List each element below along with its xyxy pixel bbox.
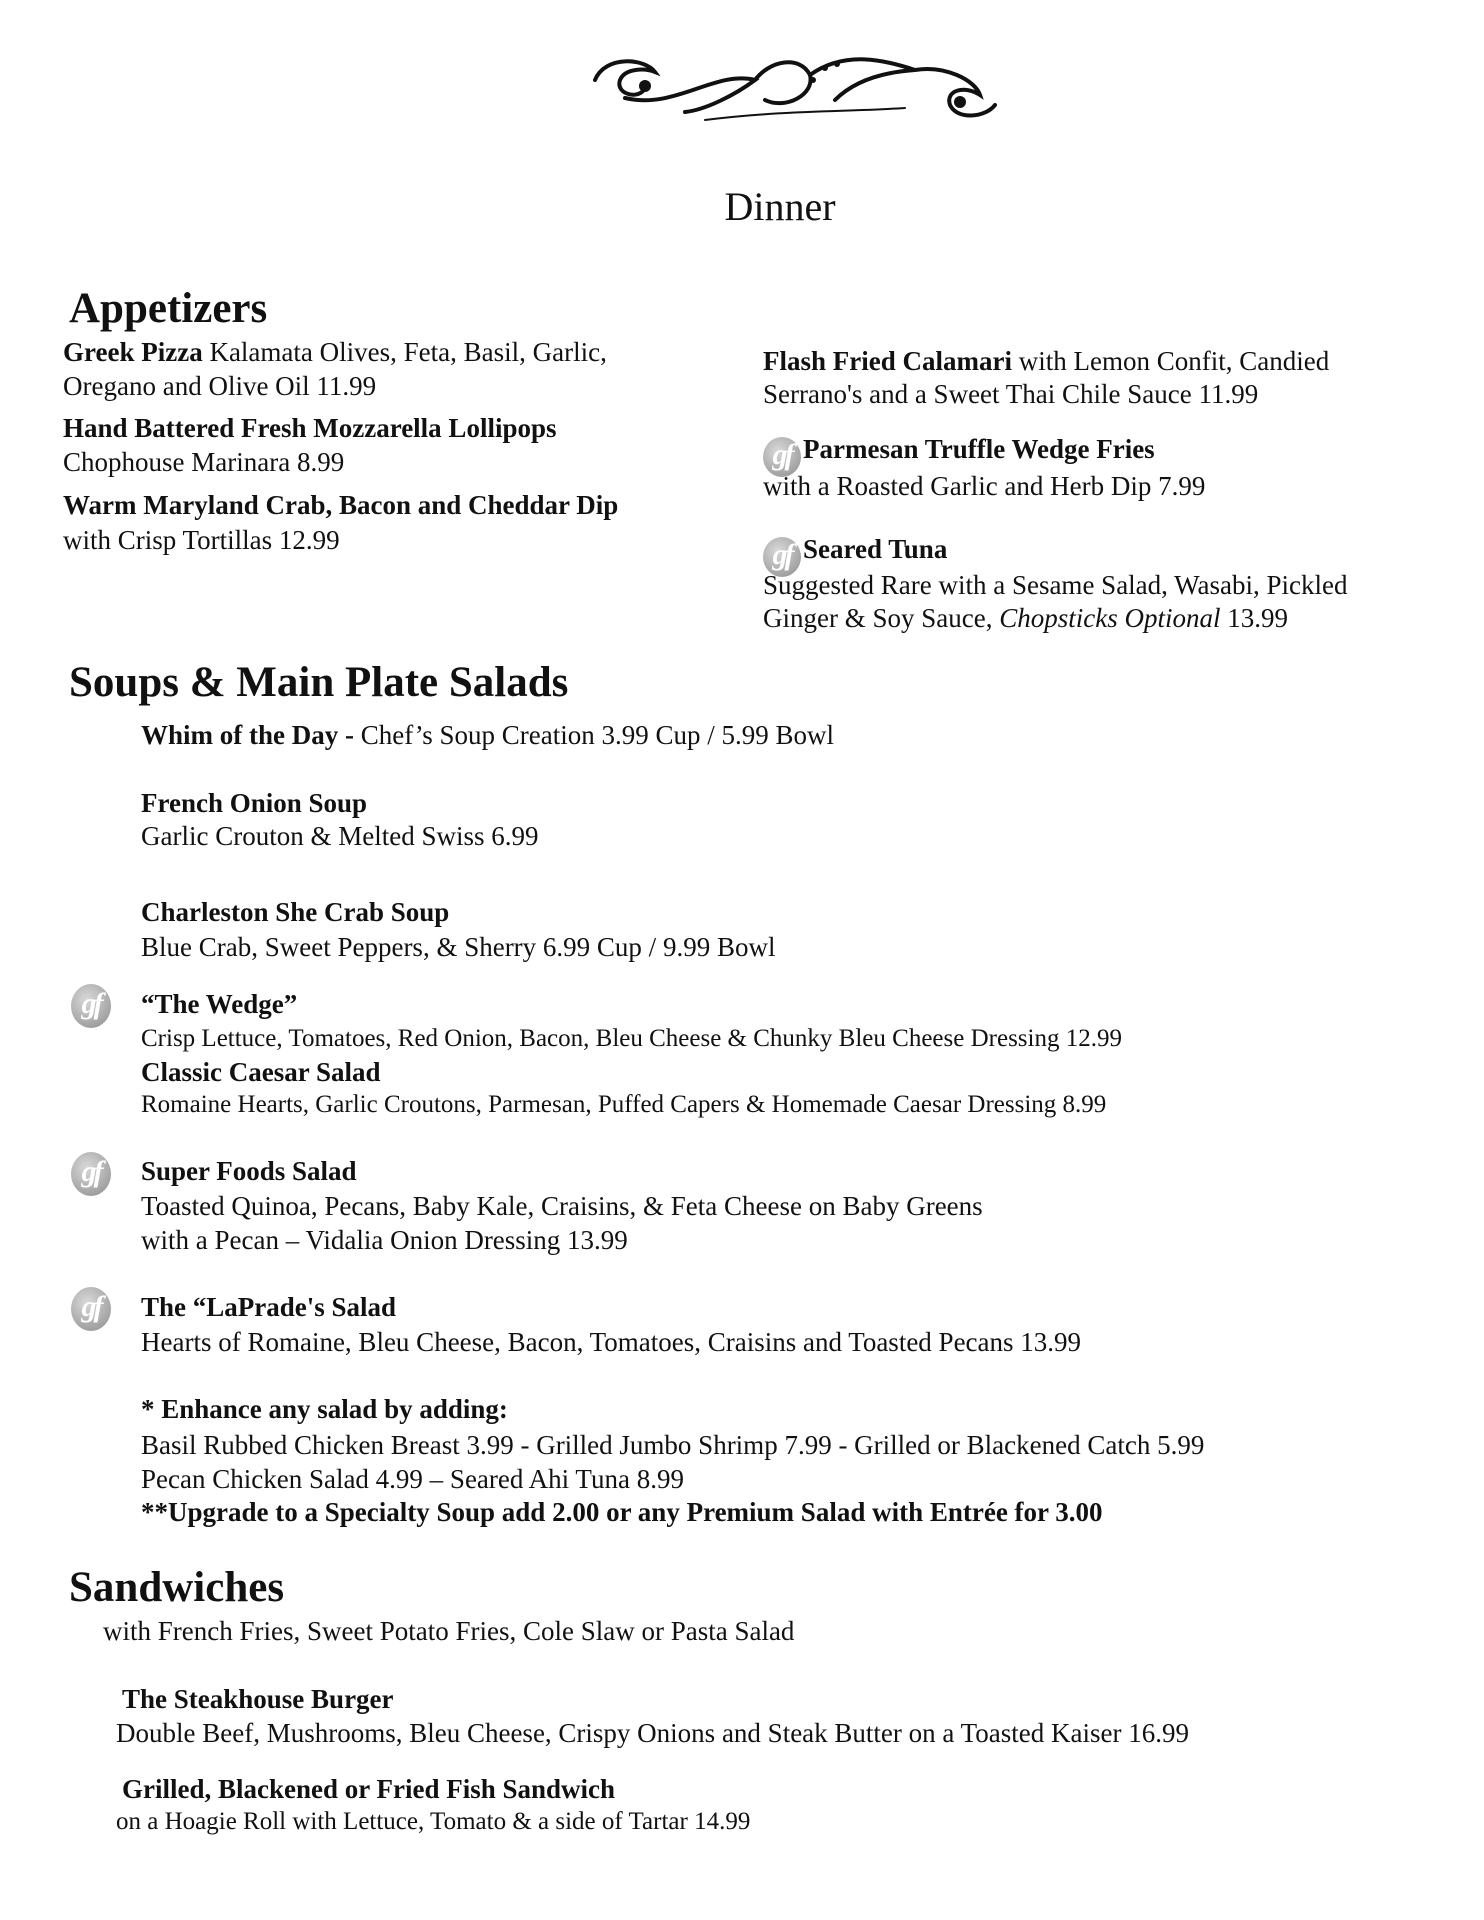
gluten-free-icon: gf [763,437,801,477]
item-name [63,411,557,445]
item-name [141,987,297,1021]
section-heading-appetizers: Appetizers [69,285,268,332]
item-name-burger: The Steakhouse Burger [122,1684,394,1714]
item-name-caesar: Classic Caesar Salad [141,1057,381,1087]
item-desc: with Crisp Tortillas 12.99 [63,525,340,555]
upgrade-note [141,1495,1103,1529]
item-desc-part: Ginger & Soy Sauce, [763,603,1000,633]
gluten-free-icon: gf [71,1287,111,1331]
item-desc: Suggested Rare with a Sesame Salad, Wasabi, Pickled [763,570,1348,600]
section-heading-soups: Soups & Main Plate Salads [69,659,569,706]
menu-item-greek-pizza [63,335,607,369]
item-desc: Serrano's and a Sweet Thai Chile Sauce 11.99 [763,379,1259,409]
gluten-free-icon: gf [71,984,111,1028]
item-desc-italic: Chopsticks Optional [999,603,1221,633]
item-name-fish-sandwich: Grilled, Blackened or Fried Fish Sandwich [122,1774,616,1804]
item-name [141,1290,396,1324]
item-desc: Kalamata Olives, Feta, Basil, Garlic, [202,337,607,367]
menu-item-calamari [763,344,1329,378]
item-desc: Hearts of Romaine, Bleu Cheese, Bacon, Tomatoes, Craisins and Toasted Pecans 13.99 [141,1327,1082,1357]
item-desc [763,601,1288,635]
upgrade-note-text: **Upgrade to a Specialty Soup add 2.00 or any Premium Salad with Entrée for 3.00 [141,1497,1103,1527]
item-name: Seared Tuna [803,534,948,564]
item-desc: with a Pecan – Vidalia Onion Dressing 13.99 [141,1225,628,1255]
item-name-wedge: “The Wedge” [141,989,298,1019]
item-name: Greek Pizza [63,337,203,367]
item-name-crab-dip: Warm Maryland Crab, Bacon and Cheddar Dip [63,490,619,520]
gluten-free-icon: gf [763,537,801,577]
item-name [141,786,367,820]
item-name: Whim of the Day - [141,720,361,750]
item-desc: on a Hoagie Roll with Lettuce, Tomato & a side of Tartar 14.99 [116,1808,751,1835]
item-desc: Romaine Hearts, Garlic Croutons, Parmesan, Puffed Capers & Homemade Caesar Dressing 8.99 [141,1091,1107,1118]
item-name [63,488,618,522]
section-subtitle: with French Fries, Sweet Potato Fries, Cole Slaw or Pasta Salad [103,1616,795,1646]
item-name-she-crab: Charleston She Crab Soup [141,897,450,927]
item-desc: Blue Crab, Sweet Peppers, & Sherry 6.99 Cup / 9.99 Bowl [141,932,776,962]
page-title: Dinner [724,184,836,229]
menu-item-whim [141,718,834,752]
item-name-mozzarella: Hand Battered Fresh Mozzarella Lollipops [63,413,557,443]
item-price: 13.99 [1220,603,1288,633]
item-name: Parmesan Truffle Wedge Fries [803,434,1155,464]
enhance-heading-text: * Enhance any salad by adding: [141,1394,508,1424]
item-desc: Toasted Quinoa, Pecans, Baby Kale, Craisins, & Feta Cheese on Baby Greens [141,1191,983,1221]
gluten-free-icon: gf [71,1152,111,1196]
enhance-options: Pecan Chicken Salad 4.99 – Seared Ahi Tuna 8.99 [141,1464,684,1494]
item-name [141,895,449,929]
item-desc: Crisp Lettuce, Tomatoes, Red Onion, Bacon, Bleu Cheese & Chunky Bleu Cheese Dressing 12.99 [141,1025,1122,1052]
enhance-heading [141,1392,508,1426]
ornament-flourish-icon [585,50,1005,128]
item-name-super-foods: Super Foods Salad [141,1156,357,1186]
item-desc: with Lemon Confit, Candied [1011,346,1330,376]
item-name [141,1154,357,1188]
item-desc: Garlic Crouton & Melted Swiss 6.99 [141,821,539,851]
item-desc: Double Beef, Mushrooms, Bleu Cheese, Crispy Onions and Steak Butter on a Toasted Kaiser 16.99 [116,1718,1189,1748]
item-desc: Oregano and Olive Oil 11.99 [63,371,377,401]
section-heading-sandwiches: Sandwiches [69,1564,285,1611]
item-name-onion-soup: French Onion Soup [141,788,368,818]
item-name [141,1055,381,1089]
item-desc: Chophouse Marinara 8.99 [63,447,345,477]
item-desc: with a Roasted Garlic and Herb Dip 7.99 [763,471,1206,501]
enhance-options: Basil Rubbed Chicken Breast 3.99 - Grilled Jumbo Shrimp 7.99 - Grilled or Blackened Catch 5.99 [141,1430,1205,1460]
item-name [122,1682,394,1716]
item-desc: Chef’s Soup Creation 3.99 Cup / 5.99 Bowl [360,720,834,750]
item-name: Flash Fried Calamari [763,346,1012,376]
item-name-laprade: The “LaPrade's Salad [141,1292,397,1322]
item-name [122,1772,615,1806]
